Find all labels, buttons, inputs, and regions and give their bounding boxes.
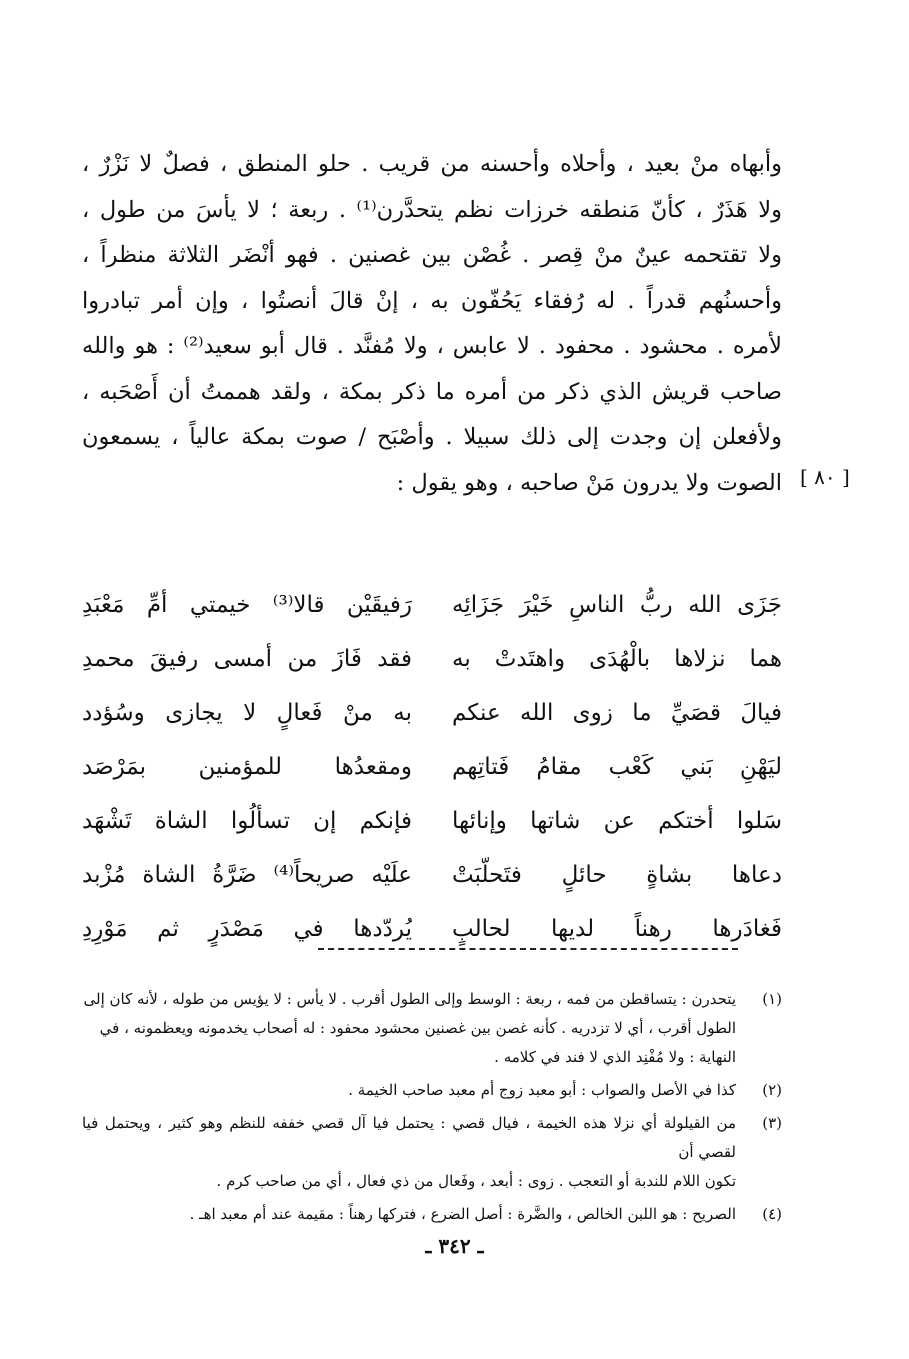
verse-second-hemistich: به منْ فَعالٍ لا يجازى وسُؤدد: [82, 700, 412, 726]
footnote-number: (١): [762, 990, 782, 1008]
footnote-text: [82, 1076, 736, 1105]
footnote-text: [82, 1200, 736, 1229]
footnote-line: النهاية : ولا مُفْنِد الذي لا فند في كلامه .: [494, 1048, 736, 1066]
footnote-text: [82, 985, 736, 1072]
footnote-line: يتحدرن : يتساقطن من فمه ، ربعة : الوسط وإلى الطول أقرب . لا يأس : لا يؤيس من طوله ، لأنه كان إلى: [83, 990, 736, 1008]
page-number: ـ ٣٤٢ ـ: [425, 1234, 484, 1258]
verse-first-hemistich: فيالَ قصَيِّ ما زوى الله عنكم: [452, 700, 782, 726]
margin-page-reference: [ ٨٠ ]: [800, 465, 850, 489]
text-line: صاحب قريش الذي ذكر من أمره ما ذكر بمكة ، ولقد هممتُ أن أَصْحَبه ،: [82, 378, 782, 405]
text-line: الصوت ولا يدرون مَنْ صاحبه ، وهو يقول :: [396, 469, 782, 496]
verse-second-hemistich: ومقعدُها للمؤمنين بمَرْصَد: [82, 754, 412, 780]
footnote: [82, 1076, 782, 1105]
footnote-line: الصريح : هو اللبن الخالص ، والضَّرة : أصل الضرع ، فتركها رهناً : مقيمة عند أم معبد اهـ .: [189, 1205, 736, 1223]
verse: [82, 848, 782, 902]
poem: [82, 578, 782, 956]
verse-first-hemistich: فَغادَرها رهناً لديها لحالبٍ: [452, 916, 782, 942]
footnote-line: الطول أقرب ، أي لا تزدريه . كأنه غصن بين غصنين محشود محفود : له أصحاب يخدمونه ويعظمونه ، في: [99, 1019, 736, 1037]
footnote: [82, 985, 782, 1072]
verse-first-hemistich: ليَهْنِ بَني كَعْب مقامُ فَتاتِهم: [452, 754, 782, 780]
text-line: وأحسنُهم قدراً . له رُفقاء يَحُفّون به ، إنْ قالَ أنصتُوا ، وإن أمر تبادروا: [82, 287, 782, 314]
main-text: [82, 142, 782, 506]
footnote-line: كذا في الأصل والصواب : أبو معبد زوج أم معبد صاحب الخيمة .: [348, 1081, 736, 1099]
text-line: ولا تقتحمه عينٌ منْ قِصر . غُصْن بين غصنين . فهو أنْضَر الثلاثة منظراً ،: [82, 242, 782, 268]
verse-first-hemistich: جَزَى الله ربُّ الناسِ خَيْرَ جَزَائِه: [452, 592, 782, 618]
text-line: ولا هَذَرٌ ، كأنّ مَنطقه خرزات نظم يتحدَّرن⁽¹⁾ . ربعة ؛ لا يأسَ من طول ،: [82, 196, 782, 223]
text-line: لأمره . محشود . محفود . لا عابس ، ولا مُفنَّد . قال أبو سعيد⁽²⁾ : هو والله: [82, 333, 782, 359]
verse: [82, 794, 782, 848]
footnote-line: تكون اللام للندبة أو التعجب . زوى : أبعد ، وفَعال من ذي فعال ، أي من صاحب كرم .: [216, 1172, 736, 1190]
verse-first-hemistich: دعاها بشاةٍ حائلٍ فتَحلّبَتْ: [452, 862, 782, 888]
footnote: [82, 1200, 782, 1229]
verse-second-hemistich: علَيْه صريحاً⁽⁴⁾ ضَرَّةُ الشاة مُزْبد: [82, 862, 412, 888]
verse-first-hemistich: هما نزلاها بالْهُدَى واهتَدتْ به: [452, 646, 782, 672]
footnote-number: (٤): [762, 1205, 782, 1223]
verse: [82, 632, 782, 686]
verse: [82, 686, 782, 740]
footnote-separator: [318, 948, 738, 952]
verse-second-hemistich: فإنكم إن تسألُوا الشاة تَشْهَد: [82, 808, 412, 834]
footnotes: [82, 985, 782, 1233]
text-line: وأبهاه منْ بعيد ، وأحلاه وأحسنه من قريب . حلو المنطق ، فصلٌ لا نَزْرٌ ،: [82, 151, 782, 177]
verse-second-hemistich: فقد فَازَ من أمسى رفيقَ محمدِ: [82, 646, 412, 672]
verse: [82, 578, 782, 632]
footnote-number: (٣): [762, 1114, 782, 1132]
verse-first-hemistich: سَلوا أختكم عن شاتها وإنائها: [452, 808, 782, 834]
footnote: [82, 1109, 782, 1196]
verse-second-hemistich: يُردّدها في مَصْدَرٍ ثم مَوْرِدِ: [82, 916, 412, 942]
footnote-line: من القيلولة أي نزلا هذه الخيمة ، فيال قصي : يحتمل فيا آل قصي خففه للنظم وهو كثير ، ويحتمل فيا لقصي أن: [82, 1114, 736, 1161]
verse-second-hemistich: رَفيقَيْن قالا⁽³⁾ خيمتي أمِّ مَعْبَدِ: [82, 592, 412, 618]
footnote-number: (٢): [762, 1081, 782, 1099]
footnote-text: [82, 1109, 736, 1196]
text-line: ولأفعلن إن وجدت إلى ذلك سبيلا . وأصْبَح / صوت بمكة عالياً ، يسمعون: [82, 424, 782, 450]
verse: [82, 740, 782, 794]
